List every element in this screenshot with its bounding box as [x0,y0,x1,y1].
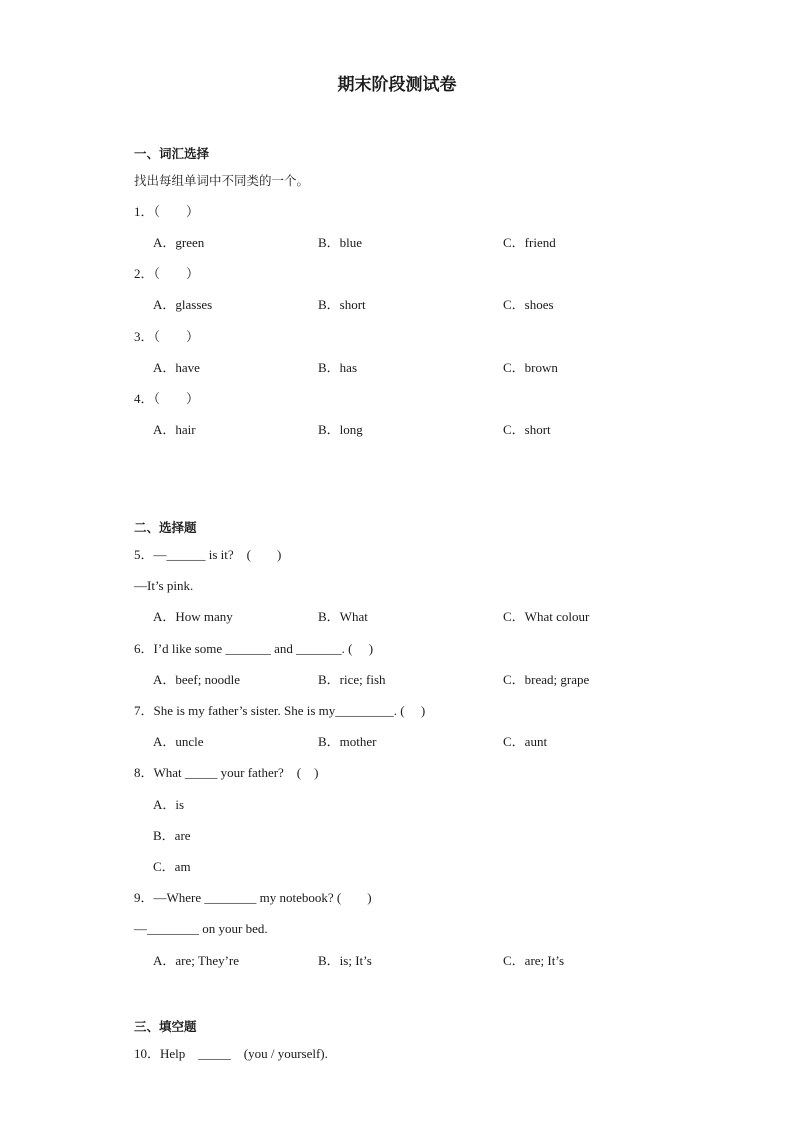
question-1-option-c[interactable]: C．friend [503,235,556,250]
question-6-stem: 6．I’d like some _______ and _______. ( ) [134,641,374,656]
question-3-option-b[interactable]: B．has [318,360,358,375]
question-6-option-b[interactable]: B．rice; fish [318,672,386,687]
question-1-option-a[interactable]: A．green [153,235,205,250]
question-9-option-a[interactable]: A．are; They’re [153,953,240,968]
question-2-stem: 2．（ ） [134,266,200,281]
section-instruction: 找出每组单词中不同类的一个。 [134,173,310,188]
question-9-stem: 9．—Where ________ my notebook? ( ) [134,890,372,905]
question-1-stem: 1．（ ） [134,204,200,219]
question-2-option-a[interactable]: A．glasses [153,297,213,312]
question-6-option-c[interactable]: C．bread; grape [503,672,590,687]
question-4-option-b[interactable]: B．long [318,422,363,437]
question-6-option-a[interactable]: A．beef; noodle [153,672,241,687]
question-3-option-c[interactable]: C．brown [503,360,558,375]
question-9-option-c[interactable]: C．are; It’s [503,953,565,968]
section-heading-vocabulary: 一、词汇选择 [134,146,210,161]
page-title: 期末阶段测试卷 [337,75,457,95]
section-heading-fill-in: 三、填空题 [134,1019,197,1034]
question-9-option-b[interactable]: B．is; It’s [318,953,372,968]
question-7-option-a[interactable]: A．uncle [153,734,204,749]
question-3-option-a[interactable]: A．have [153,360,200,375]
question-10-stem: 10．Help _____ (you / yourself). [134,1046,328,1061]
question-2-option-c[interactable]: C．shoes [503,297,554,312]
question-8-stem: 8．What _____ your father? ( ) [134,765,319,780]
question-7-option-c[interactable]: C．aunt [503,734,548,749]
question-5-option-c[interactable]: C．What colour [503,609,590,624]
question-7-option-b[interactable]: B．mother [318,734,377,749]
question-9-answer-line: —________ on your bed. [134,921,268,936]
question-5-stem: 5．—______ is it? ( ) [134,547,282,562]
question-5-option-a[interactable]: A．How many [153,609,233,624]
question-8-option-a[interactable]: A．is [153,797,185,812]
question-8-option-c[interactable]: C．am [153,859,191,874]
section-heading-multiple-choice: 二、选择题 [134,520,197,535]
question-2-option-b[interactable]: B．short [318,297,366,312]
question-1-option-b[interactable]: B．blue [318,235,363,250]
question-7-stem: 7．She is my father’s sister. She is my_________. ( ) [134,703,426,718]
question-3-stem: 3．（ ） [134,329,200,344]
question-8-option-b[interactable]: B．are [153,828,191,843]
question-4-option-c[interactable]: C．short [503,422,551,437]
question-5-answer-line: —It’s pink. [134,578,194,593]
question-4-stem: 4．（ ） [134,391,200,406]
question-5-option-b[interactable]: B．What [318,609,368,624]
question-4-option-a[interactable]: A．hair [153,422,196,437]
